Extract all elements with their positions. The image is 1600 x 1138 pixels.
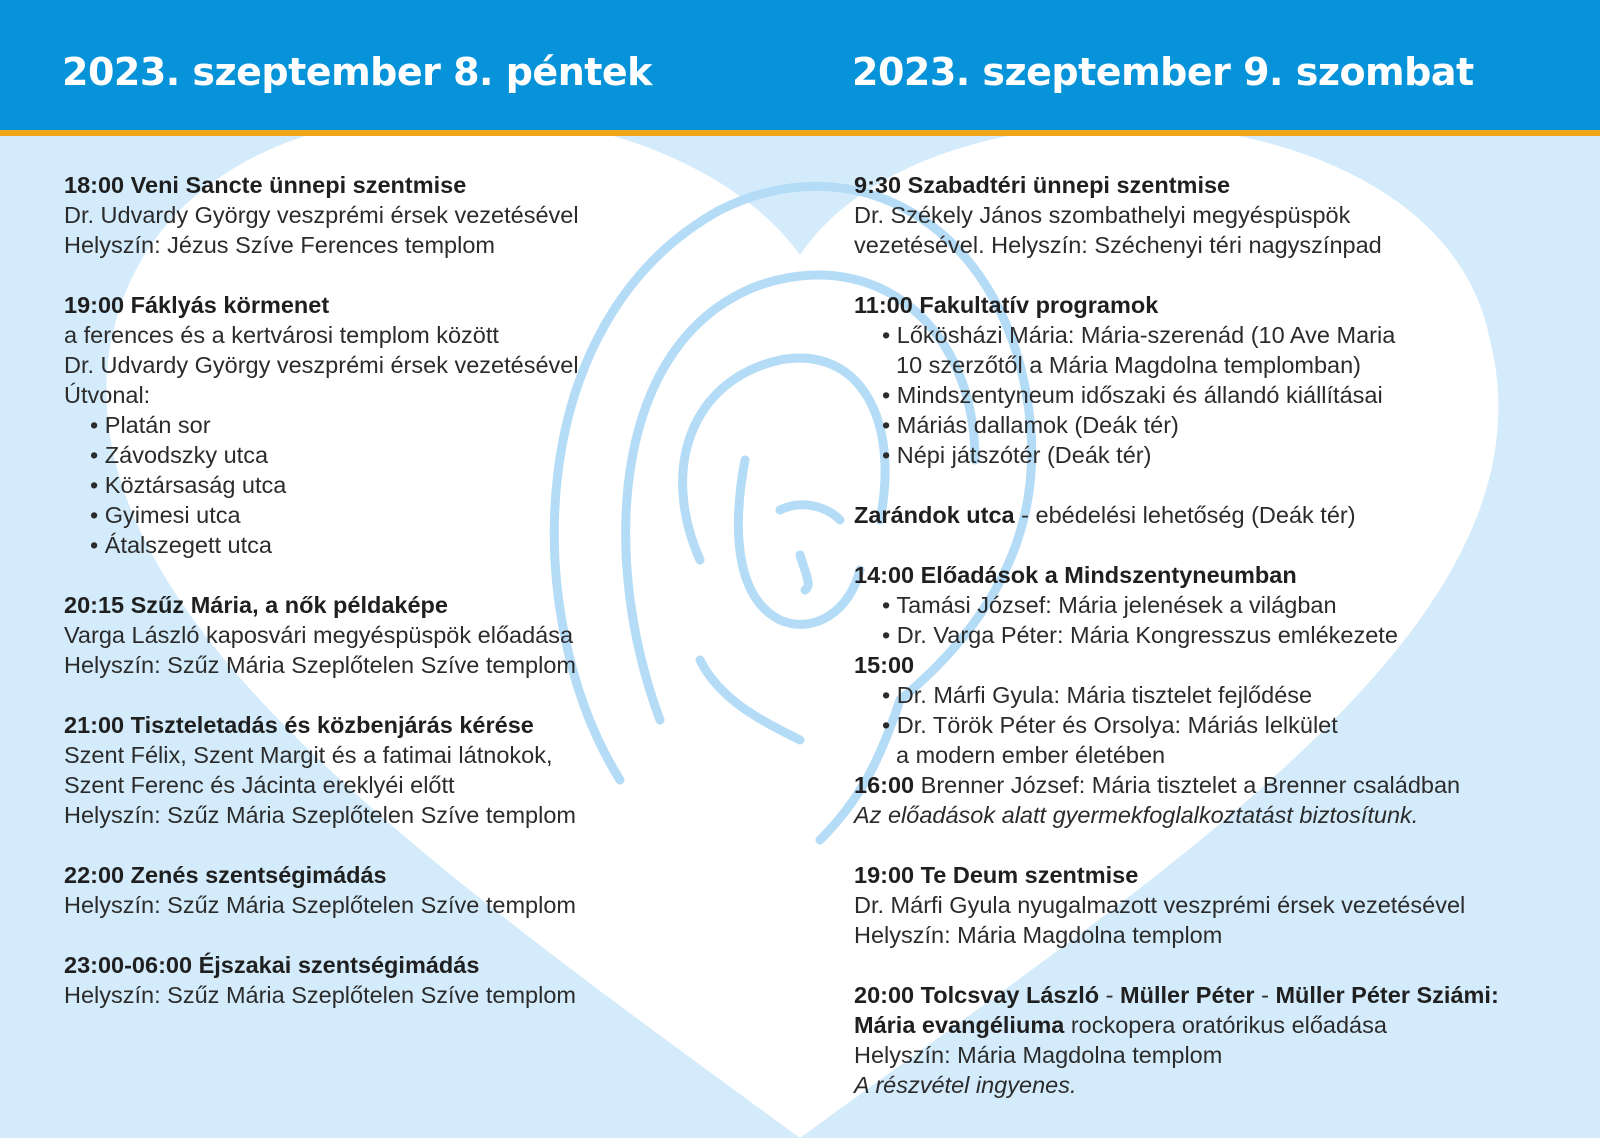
- event-detail: Szent Ferenc és Jácinta ereklyéi előtt: [64, 772, 455, 798]
- event-detail: [854, 500, 1584, 530]
- lecture-item: • Tamási József: Mária jelenések a világban: [854, 590, 1584, 620]
- lecture-text: Brenner József: Mária tisztelet a Brenner családban: [914, 772, 1461, 798]
- event-title: 23:00-06:00 Éjszakai szentségimádás: [64, 952, 480, 978]
- program-item: • Lőkösházi Mária: Mária-szerenád (10 Ave Maria: [854, 320, 1584, 350]
- program-item: • Máriás dallamok (Deák tér): [854, 410, 1584, 440]
- event-detail: Varga László kaposvári megyéspüspök előadása: [64, 622, 574, 648]
- event-title: 21:00 Tiszteletadás és közbenjárás kérése: [64, 712, 534, 738]
- title-saturday: 2023. szeptember 9. szombat: [852, 50, 1474, 94]
- event-detail: Dr. Székely János szombathelyi megyéspüspök: [854, 202, 1351, 228]
- event-location: Helyszín: Mária Magdolna templom: [854, 922, 1223, 948]
- event-title: 11:00 Fakultatív programok: [854, 292, 1159, 318]
- saturday-column: [854, 170, 1584, 1130]
- header-bar: [0, 0, 1600, 136]
- event-detail: Szent Félix, Szent Margit és a fatimai látnokok,: [64, 742, 553, 768]
- event-title: 18:00 Veni Sancte ünnepi szentmise: [64, 172, 467, 198]
- event-fakultativ-programok: [854, 290, 1584, 470]
- lecture-item: • Dr. Török Péter és Orsolya: Máriás lelkület: [854, 710, 1584, 740]
- event-detail: Dr. Udvardy György veszprémi érsek vezetésével: [64, 202, 579, 228]
- event-title-line: [854, 980, 1584, 1010]
- work-title: Mária evangéliuma: [854, 1012, 1065, 1038]
- event-title: 20:15 Szűz Mária, a nők példaképe: [64, 592, 448, 618]
- program-item: • Mindszentyneum időszaki és állandó kiállításai: [854, 380, 1584, 410]
- lecture-item-continuation: a modern ember életében: [896, 742, 1166, 768]
- program-item: • Népi játszótér (Deák tér): [854, 440, 1584, 470]
- lecture-list: [854, 590, 1584, 650]
- event-title: 19:00 Fáklyás körmenet: [64, 292, 330, 318]
- lecture-time: 16:00: [854, 772, 915, 798]
- event-zenes-szentsegimadas: [64, 860, 764, 920]
- route-item: • Köztársaság utca: [64, 470, 764, 500]
- program-list: [854, 380, 1584, 470]
- lecture-brenner: [854, 770, 1584, 800]
- event-faklyas-kormenet: [64, 290, 764, 560]
- work-description: rockopera oratórikus előadása: [1064, 1012, 1387, 1038]
- friday-column: [64, 170, 764, 1040]
- event-location: Helyszín: Mária Magdolna templom: [854, 1042, 1223, 1068]
- event-title: 22:00 Zenés szentségimádás: [64, 862, 387, 888]
- event-zarandok-utca: [854, 500, 1584, 530]
- route-item: • Závodszky utca: [64, 440, 764, 470]
- title-friday: 2023. szeptember 8. péntek: [62, 50, 652, 94]
- childcare-note: Az előadások alatt gyermekfoglalkoztatást biztosítunk.: [854, 802, 1419, 828]
- event-title: 19:00 Te Deum szentmise: [854, 862, 1139, 888]
- event-szuz-maria-lecture: [64, 590, 764, 680]
- free-entry-note: A részvétel ingyenes.: [854, 1072, 1077, 1098]
- event-title: 9:30 Szabadtéri ünnepi szentmise: [854, 172, 1231, 198]
- event-location: Helyszín: Szűz Mária Szeplőtelen Szíve templom: [64, 892, 576, 918]
- event-location: Helyszín: Szűz Mária Szeplőtelen Szíve templom: [64, 652, 576, 678]
- event-detail: Dr. Márfi Gyula nyugalmazott veszprémi érsek vezetésével: [854, 892, 1466, 918]
- route-item: • Átalszegett utca: [64, 530, 764, 560]
- route-list: [64, 410, 764, 560]
- event-szabadteri-szentmise: [854, 170, 1584, 260]
- performer: Müller Péter: [1120, 982, 1255, 1008]
- route-item: • Gyimesi utca: [64, 500, 764, 530]
- lecture-list: [854, 680, 1584, 740]
- event-title: 20:00 Tolcsvay László: [854, 982, 1100, 1008]
- route-label: Útvonal:: [64, 382, 151, 408]
- event-title: 14:00 Előadások a Mindszentyneumban: [854, 562, 1297, 588]
- program-item-continuation: 10 szerzőtől a Mária Magdolna templomban): [896, 352, 1362, 378]
- event-title: Zarándok utca: [854, 502, 1015, 528]
- route-item: • Platán sor: [64, 410, 764, 440]
- event-eloadasok: [854, 560, 1584, 830]
- lecture-item: • Dr. Márfi Gyula: Mária tisztelet fejlődése: [854, 680, 1584, 710]
- lecture-item: • Dr. Varga Péter: Mária Kongresszus emlékezete: [854, 620, 1584, 650]
- event-location: Helyszín: Szűz Mária Szeplőtelen Szíve templom: [64, 802, 576, 828]
- event-te-deum: [854, 860, 1584, 950]
- program-list: [854, 320, 1584, 350]
- event-detail-text: - ebédelési lehetőség (Deák tér): [1014, 502, 1356, 528]
- event-rockopera: [854, 980, 1584, 1100]
- event-location: Helyszín: Jézus Szíve Ferences templom: [64, 232, 495, 258]
- event-location: vezetésével. Helyszín: Széchenyi téri nagyszínpad: [854, 232, 1382, 258]
- lecture-time: 15:00: [854, 652, 915, 678]
- event-detail: Dr. Udvardy György veszprémi érsek vezetésével: [64, 352, 579, 378]
- event-veni-sancte: [64, 170, 764, 260]
- event-ejszakai-szentsegimadas: [64, 950, 764, 1010]
- event-detail: [854, 1010, 1584, 1040]
- event-location: Helyszín: Szűz Mária Szeplőtelen Szíve templom: [64, 982, 576, 1008]
- separator: -: [1099, 982, 1121, 1008]
- event-tiszteletadas: [64, 710, 764, 830]
- event-detail: a ferences és a kertvárosi templom között: [64, 322, 499, 348]
- separator: -: [1254, 982, 1276, 1008]
- performer: Müller Péter Sziámi:: [1275, 982, 1499, 1008]
